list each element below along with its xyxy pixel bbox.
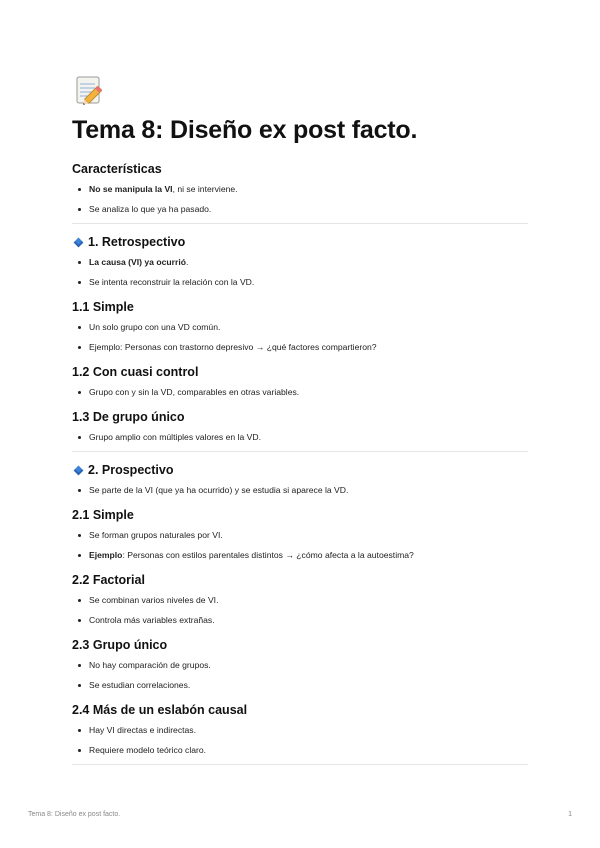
list-item: Ejemplo: Personas con trastorno depresivo → ¿qué factores compartieron? — [72, 342, 528, 353]
subsection-heading-grupo-unico-prospectivo: 2.3 Grupo único — [72, 638, 168, 652]
list-item: Controla más variables extrañas. — [72, 615, 528, 626]
divider — [72, 223, 528, 224]
page-footer — [28, 811, 572, 818]
caracteristicas-list — [72, 184, 528, 215]
blue-diamond-icon — [74, 237, 84, 247]
simple-prospectivo-list — [72, 530, 528, 561]
list-item: Un solo grupo con una VD común. — [72, 322, 528, 333]
list-item: Se parte de la VI (que ya ha ocurrido) y se estudia si aparece la VD. — [72, 485, 528, 496]
retrospectivo-list — [72, 257, 528, 288]
eslabon-causal-list — [72, 725, 528, 756]
subsection-heading-simple: 1.1 Simple — [72, 300, 134, 314]
factorial-list — [72, 595, 528, 626]
subsection-heading-cuasi-control: 1.2 Con cuasi control — [72, 365, 199, 379]
list-item: Hay VI directas e indirectas. — [72, 725, 528, 736]
list-item: La causa (VI) ya ocurrió. — [72, 257, 528, 268]
list-item: Ejemplo: Personas con estilos parentales distintos → ¿cómo afecta a la autoestima? — [72, 550, 528, 561]
section-heading-prospectivo: 2. Prospectivo — [72, 463, 528, 477]
subsection-heading-grupo-unico: 1.3 De grupo único — [72, 410, 185, 424]
list-item: No hay comparación de grupos. — [72, 660, 528, 671]
simple-list — [72, 322, 528, 353]
page-number: 1 — [568, 811, 572, 818]
list-item: Requiere modelo teórico claro. — [72, 745, 528, 756]
section-heading-retrospectivo: 1. Retrospectivo — [72, 235, 528, 249]
list-item: Se analiza lo que ya ha pasado. — [72, 204, 528, 215]
divider — [72, 764, 528, 765]
notepad-pencil-icon — [73, 73, 107, 107]
list-item: No se manipula la VI, ni se interviene. — [72, 184, 528, 195]
footer-title: Tema 8: Diseño ex post facto. — [28, 811, 121, 818]
subsection-heading-eslabon-causal: 2.4 Más de un eslabón causal — [72, 703, 248, 717]
subsection-heading-factorial: 2.2 Factorial — [72, 573, 145, 587]
subsection-heading-simple-prospectivo: 2.1 Simple — [72, 508, 134, 522]
page-title: Tema 8: Diseño ex post facto. — [72, 116, 418, 144]
divider — [72, 451, 528, 452]
list-item: Se combinan varios niveles de VI. — [72, 595, 528, 606]
document-body — [72, 162, 528, 776]
cuasi-control-list — [72, 387, 528, 398]
grupo-unico-prospectivo-list — [72, 660, 528, 691]
list-item: Se estudian correlaciones. — [72, 680, 528, 691]
prospectivo-list — [72, 485, 528, 496]
list-item: Grupo con y sin la VD, comparables en otras variables. — [72, 387, 528, 398]
list-item: Grupo amplio con múltiples valores en la VD. — [72, 432, 528, 443]
grupo-unico-list — [72, 432, 528, 443]
blue-diamond-icon — [74, 465, 84, 475]
list-item: Se intenta reconstruir la relación con la VD. — [72, 277, 528, 288]
list-item: Se forman grupos naturales por VI. — [72, 530, 528, 541]
section-heading-caracteristicas: Características — [72, 162, 162, 176]
